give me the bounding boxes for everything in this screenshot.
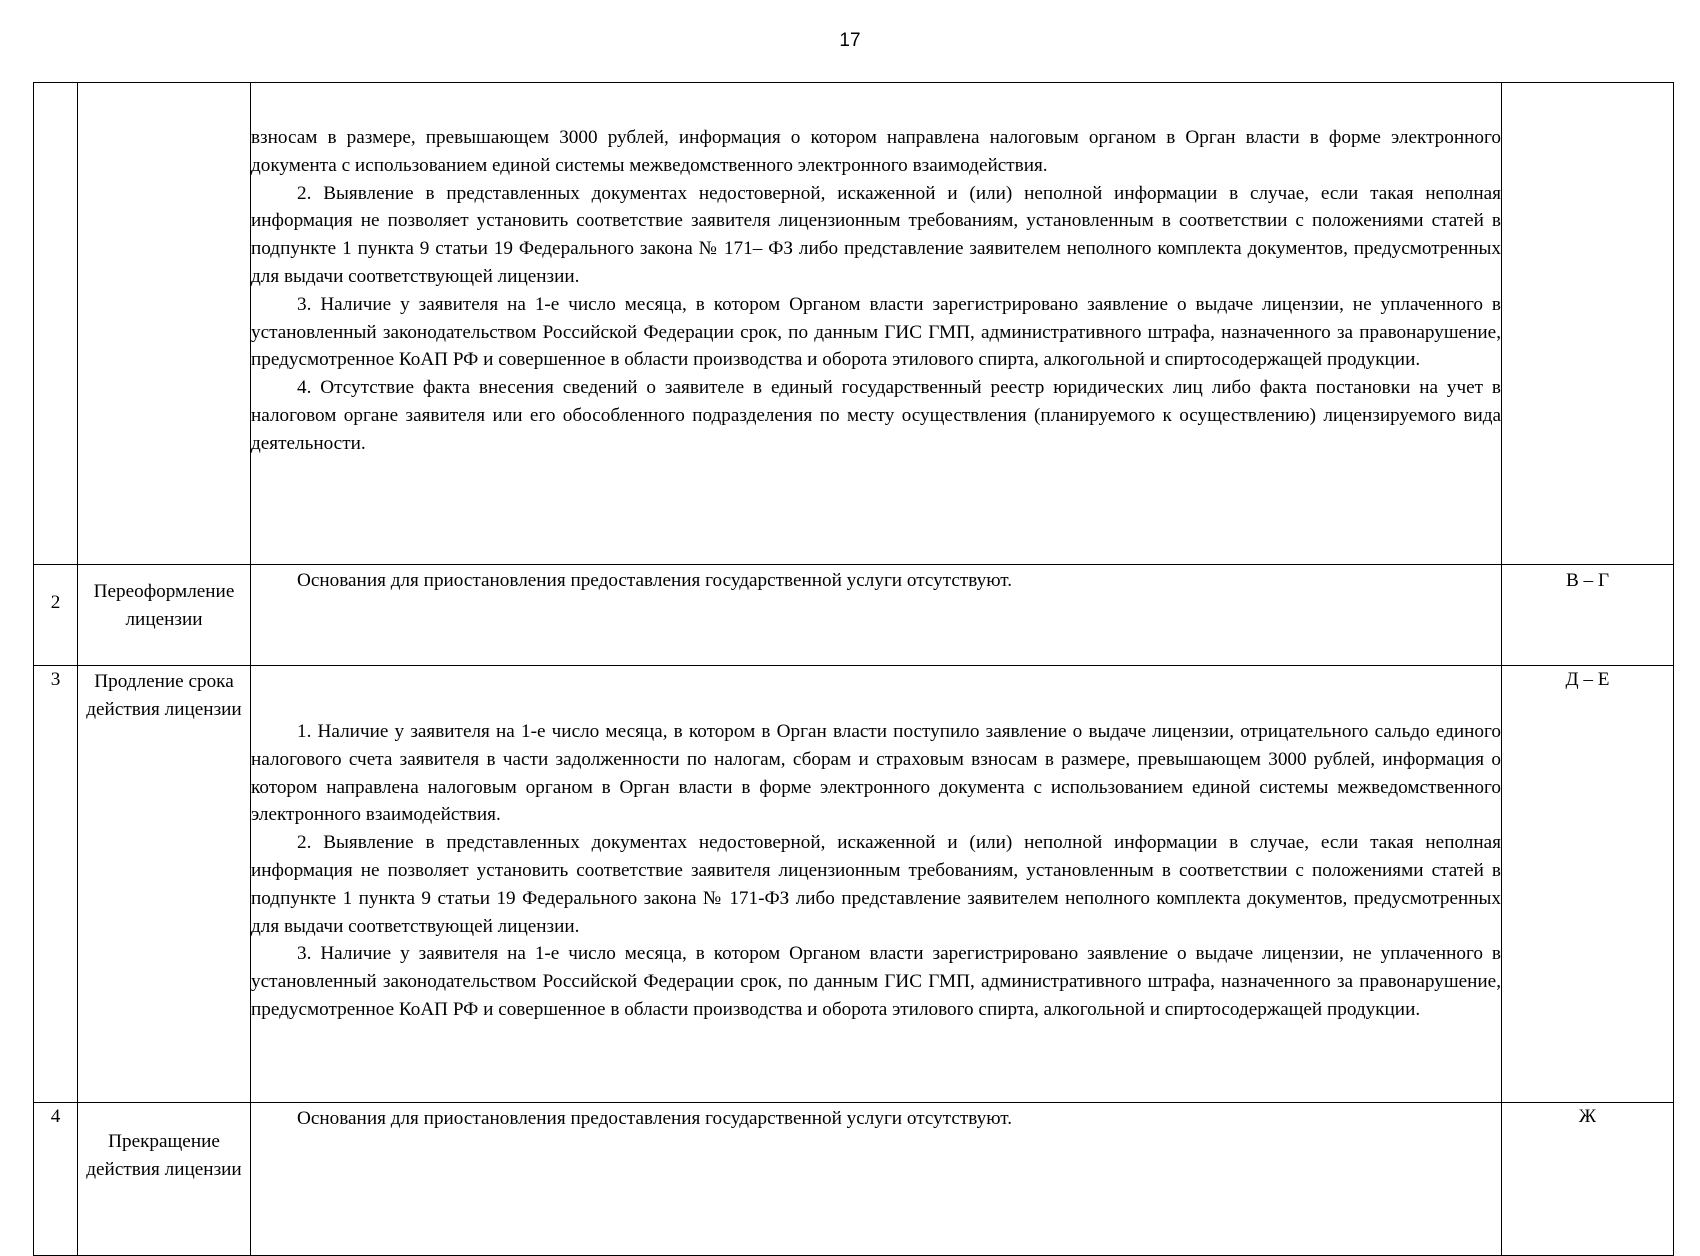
table-row [34, 83, 1674, 565]
paragraph: 3. Наличие у заявителя на 1-е число месяца, в котором Органом власти зарегистрировано заявление о выдаче лицензии, не уплаченного в установленный законодательством Российской Федерации срок, по данным ГИС ГМП, административного штрафа, назначенного за правонарушение, предусмотренное КоАП РФ и совершенное в области производства и оборота этилового спирта, алкогольной и спиртосодержащей продукции. [251, 943, 1501, 1020]
procedure-name: Продление срока действия лицензии [78, 666, 251, 1103]
row-number: 4 [34, 1103, 78, 1256]
variant-code: Д – Е [1502, 666, 1674, 1103]
page-number: 17 [839, 30, 861, 51]
grounds-text [251, 666, 1502, 1103]
paragraph: 3. Наличие у заявителя на 1-е число месяца, в котором Органом власти зарегистрировано заявление о выдаче лицензии, не уплаченного в установленный законодательством Российской Федерации срок, по данным ГИС ГМП, административного штрафа, назначенного за правонарушение, предусмотренное КоАП РФ и совершенное в области производства и оборота этилового спирта, алкогольной и спиртосодержащей продукции. [251, 293, 1501, 371]
paragraph: 1. Наличие у заявителя на 1-е число месяца, в котором в Орган власти поступило заявление о выдаче лицензии, отрицательного сальдо единого налогового счета заявителя в части задолженности по налогам, сборам и страховым взносам в размере, превышающем 3000 рублей, информация о котором направлена налоговым органом в Орган власти в форме электронного документа с использованием единой системы межведомственного электронного взаимодействия. [251, 721, 1501, 826]
grounds-text [251, 83, 1502, 565]
paragraph: Основания для приостановления предоставления государственной услуги отсутствуют. [297, 1108, 1013, 1129]
table-row [34, 565, 1674, 666]
paragraph: 4. Отсутствие факта внесения сведений о заявителе в единый государственный реестр юридических лиц либо факта постановки на учет в налоговом органе заявителя или его обособленного подразделения по месту осуществления (планируемого к осуществлению) лицензируемого вида деятельности. [251, 377, 1501, 454]
variant-code [1502, 83, 1674, 565]
row-number [34, 83, 78, 565]
procedure-name: Прекращение действия лицензии [78, 1103, 251, 1256]
variant-code: Ж [1502, 1103, 1674, 1256]
table-row [34, 1103, 1674, 1256]
procedure-name: Переоформление лицензии [78, 565, 251, 666]
variant-code: В – Г [1502, 565, 1674, 666]
grounds-text [251, 1103, 1502, 1256]
table-row [34, 666, 1674, 1103]
grounds-table [33, 82, 1674, 1256]
paragraph: взносам в размере, превышающем 3000 рублей, информация о котором направлена налоговым органом в Орган власти в форме электронного документа с использованием единой системы межведомственного электронного взаимодействия. [251, 127, 1501, 176]
paragraph: 2. Выявление в представленных документах недостоверной, искаженной и (или) неполной информации в случае, если такая неполная информация не позволяет установить соответствие заявителя лицензионным требованиям, установленным в соответствии с положениями статей в подпункте 1 пункта 9 статьи 19 Федерального закона № 171– ФЗ либо представление заявителем неполного комплекта документов, предусмотренных для выдачи соответствующей лицензии. [251, 182, 1501, 287]
row-number: 3 [34, 666, 78, 1103]
paragraph: 2. Выявление в представленных документах недостоверной, искаженной и (или) неполной информации в случае, если такая неполная информация не позволяет установить соответствие заявителя лицензионным требованиям, установленным в соответствии с положениями статей в подпункте 1 пункта 9 статьи 19 Федерального закона № 171-ФЗ либо представление заявителем неполного комплекта документов, предусмотренных для выдачи соответствующей лицензии. [251, 832, 1501, 937]
procedure-name [78, 83, 251, 565]
row-number: 2 [34, 565, 78, 666]
paragraph: Основания для приостановления предоставления государственной услуги отсутствуют. [297, 570, 1013, 591]
grounds-text [251, 565, 1502, 666]
